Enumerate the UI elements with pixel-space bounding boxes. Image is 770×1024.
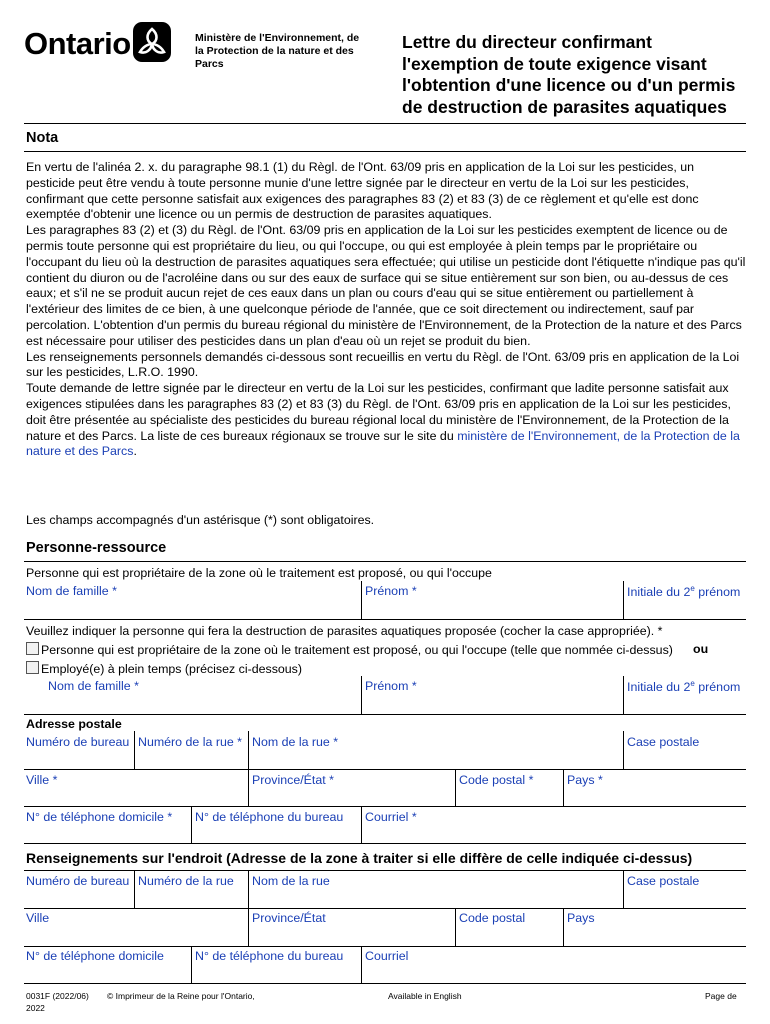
site-province-field[interactable]: Province/État: [252, 911, 326, 925]
option-employee[interactable]: [26, 661, 302, 676]
owner-initial-label: Initiale du 2: [627, 585, 691, 600]
mail-home-phone-field[interactable]: N° de téléphone domicile *: [26, 810, 173, 824]
site-street-name-field[interactable]: Nom de la rue: [252, 874, 330, 888]
field-separator: [134, 731, 135, 769]
nota-body: [26, 160, 746, 460]
document-title: Lettre du directeur confirmant l'exemption de toute exigence visant l'obtention d'une licence ou d'un permis de destruction de parasites aquatiques: [402, 32, 736, 117]
owner-line: Personne qui est propriétaire de la zone où le traitement est proposé, ou qui l'occupe: [26, 566, 492, 580]
mail-street-number-field[interactable]: Numéro de la rue *: [138, 735, 242, 749]
row-divider: [24, 843, 746, 844]
row-divider: [24, 946, 746, 947]
option-employee-checkbox[interactable]: [26, 661, 39, 674]
ontario-logo-text: Ontario: [24, 26, 131, 61]
field-separator: [361, 676, 362, 714]
copyright-year: 2022: [26, 1003, 45, 1013]
or-label: ou: [693, 642, 709, 656]
field-separator: [191, 946, 192, 984]
contact-heading: Personne-ressource: [26, 540, 167, 556]
field-separator: [248, 731, 249, 769]
contact-divider: [24, 561, 746, 562]
employee-initial-label-end: prénom: [694, 680, 741, 695]
ministry-name: Ministère de l'Environnement, de la Protection de la nature et des Parcs: [195, 32, 360, 70]
owner-initial-label-end: prénom: [694, 585, 741, 600]
owner-initial-sup: e: [690, 584, 695, 593]
required-fields-note: Les champs accompagnés d'un astérisque (*) sont obligatoires.: [26, 513, 375, 527]
mail-postal-code-field[interactable]: Code postal *: [459, 773, 534, 787]
field-separator: [361, 581, 362, 619]
site-postal-code-field[interactable]: Code postal: [459, 911, 526, 925]
employee-last-name-field[interactable]: Nom de famille *: [48, 679, 139, 693]
site-country-field[interactable]: Pays: [567, 911, 595, 925]
mail-office-phone-field[interactable]: N° de téléphone du bureau: [195, 810, 344, 824]
site-divider: [24, 870, 746, 871]
employee-initial-sup: e: [690, 679, 695, 688]
who-line: Veuillez indiquer la personne qui fera la destruction de parasites aquatiques proposée (cocher la case appropriée). *: [26, 624, 663, 638]
field-separator: [623, 676, 624, 714]
field-separator: [563, 908, 564, 946]
field-separator: [455, 769, 456, 807]
row-divider: [24, 983, 746, 984]
mail-city-field[interactable]: Ville *: [26, 773, 58, 787]
site-unit-field[interactable]: Numéro de bureau: [26, 874, 130, 888]
field-separator: [191, 806, 192, 844]
site-home-phone-field[interactable]: N° de téléphone domicile: [26, 949, 164, 963]
field-separator: [623, 870, 624, 908]
field-separator: [248, 908, 249, 946]
nota-paragraph-2: Les paragraphes 83 (2) et (3) du Règl. de l'Ont. 63/09 pris en application de la Loi sur les pesticides exemptent de licence ou de permis toute personne qui est propriétaire du lieu, ou qui l'occupe, ou qui est employée à plein temps par le propriétaire ou l'occupant du lieu où la destruction de parasites aquatiques sera effectuée; qui utilise un pesticide dont l'étiquette n'indique pas qu'il contient du diuron ou de l'acroléine dans ou sur des eaux de surface qui se situe entièrement sur son bien, ou au-dessus de ces eaux; et s'il ne se produit aucun rejet de ces eaux dans un plan ou cours d'eau qui se situe entièrement ou partiellement à l'extérieur des limites de ce bien, à une quelconque période de l'année, que ce soit directement ou indirectement, sauf par percolation. L'obtention d'un permis du bureau régional du ministère de l'Environnement, de la Protection de la nature et des Parcs est nécessaire pour utiliser des pesticides dans un plan d'eau où un rejet se produit du bien.: [26, 223, 746, 348]
field-separator: [455, 908, 456, 946]
owner-last-name-field[interactable]: Nom de famille *: [26, 584, 117, 598]
field-separator: [248, 870, 249, 908]
row-divider: [24, 714, 746, 715]
site-city-field[interactable]: Ville: [26, 911, 50, 925]
page-number: Page de: [705, 991, 737, 1001]
nota-paragraph-3: Les renseignements personnels demandés ci-dessous sont recueillis en vertu du Règl. de l'Ont. 63/09 pris en application de la Loi sur les pesticides, L.R.O. 1990.: [26, 349, 740, 380]
nota-paragraph-4-text: Toute demande de lettre signée par le directeur en vertu de la Loi sur les pesticides, confirmant que ladite personne satisfait aux exigences stipulées dans les paragraphes 83 (2) et 83 (3) du Règl. de l'Ont. 63/09 pris en application de la Loi sur les pesticides, doit être présentée au spécialiste des pesticides du bureau régional local du ministère de l'Environnement, de la Protection de la nature et des Parcs. La liste de ces bureaux régionaux se trouve sur le site du: [26, 381, 731, 443]
nota-heading: Nota: [26, 130, 59, 146]
employee-initial-label: Initiale du 2: [627, 680, 691, 695]
employee-initial-field[interactable]: [627, 679, 740, 694]
mail-street-name-field[interactable]: Nom de la rue *: [252, 735, 339, 749]
site-email-field[interactable]: Courriel: [365, 949, 409, 963]
field-separator: [623, 731, 624, 769]
nota-paragraph-4: [26, 381, 746, 460]
owner-first-name-field[interactable]: Prénom *: [365, 584, 417, 598]
site-info-heading: Renseignements sur l'endroit (Adresse de la zone à traiter si elle diffère de celle indiquée ci-dessus): [26, 850, 693, 866]
ministry-website-link[interactable]: ministère de l'Environnement, de la Protection de la nature et des Parcs: [26, 428, 740, 459]
mail-country-field[interactable]: Pays *: [567, 773, 603, 787]
option-owner-label: Personne qui est propriétaire de la zone où le traitement est proposé, ou qui l'occupe (telle que nommée ci-dessus): [41, 643, 673, 657]
option-owner-checkbox[interactable]: [26, 642, 39, 655]
mail-email-field[interactable]: Courriel *: [365, 810, 417, 824]
field-separator: [361, 946, 362, 984]
employee-first-name-field[interactable]: Prénom *: [365, 679, 417, 693]
owner-initial-field[interactable]: [627, 584, 740, 599]
mailing-address-heading: Adresse postale: [26, 717, 122, 731]
row-divider: [24, 908, 746, 909]
mail-province-field[interactable]: Province/État *: [252, 773, 334, 787]
site-street-number-field[interactable]: Numéro de la rue: [138, 874, 234, 888]
site-office-phone-field[interactable]: N° de téléphone du bureau: [195, 949, 344, 963]
option-owner[interactable]: [26, 642, 673, 657]
copyright-notice: © Imprimeur de la Reine pour l'Ontario,: [107, 991, 255, 1001]
row-divider: [24, 806, 746, 807]
nota-paragraph-4-end: .: [133, 444, 137, 459]
header-divider: [24, 123, 746, 124]
option-employee-label: Employé(e) à plein temps (précisez ci-dessous): [41, 662, 302, 676]
nota-paragraph-1: En vertu de l'alinéa 2. x. du paragraphe 98.1 (1) du Règl. de l'Ont. 63/09 pris en application de la Loi sur les pesticides, un pesticide peut être vendu à toute personne munie d'une lettre signée par le directeur en vertu de la Loi sur les pesticides, confirmant que cette personne satisfait aux exigences des paragraphes 83 (2) et 83 (3) de ce règlement et qu'elle est donc exemptée d'obtenir une licence ou un permis de destruction de parasites aquatiques.: [26, 160, 699, 222]
available-in-english: Available in English: [388, 991, 462, 1001]
site-po-box-field[interactable]: Case postale: [627, 874, 700, 888]
field-separator: [623, 581, 624, 619]
field-separator: [134, 870, 135, 908]
row-divider: [24, 619, 746, 620]
field-separator: [361, 806, 362, 844]
form-code: 0031F (2022/06): [26, 991, 89, 1001]
mail-po-box-field[interactable]: Case postale: [627, 735, 700, 749]
nota-divider: [24, 151, 746, 152]
row-divider: [24, 769, 746, 770]
mail-unit-field[interactable]: Numéro de bureau: [26, 735, 130, 749]
field-separator: [563, 769, 564, 807]
trillium-logo-icon: [133, 22, 171, 62]
field-separator: [248, 769, 249, 807]
